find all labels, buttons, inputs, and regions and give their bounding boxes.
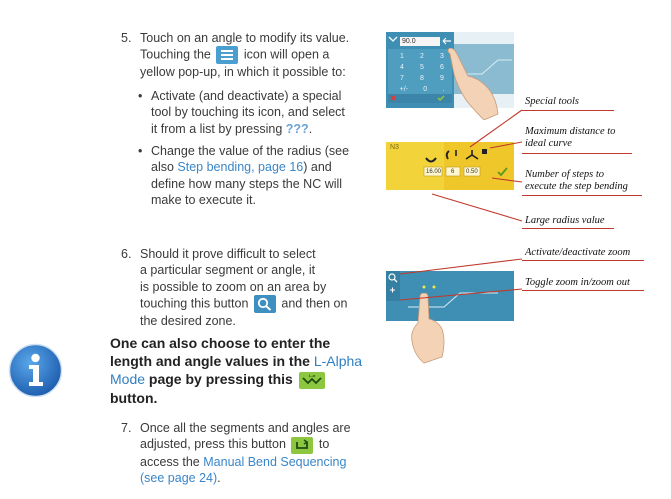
popup-label: N3 xyxy=(390,144,399,151)
popup-distance-value[interactable]: 0.50 xyxy=(466,169,478,175)
key-2[interactable]: 2 xyxy=(420,53,424,60)
text-line: it from a list by pressing ???. xyxy=(151,121,313,136)
unknown-button-reference: ??? xyxy=(285,121,309,136)
callout-activate-zoom: Activate/deactivate zoom xyxy=(525,247,631,258)
key-9[interactable]: 9 xyxy=(440,75,444,82)
callout-max-distance: Maximum distance to ideal curve xyxy=(525,126,616,149)
text-line: length and angle values in the L-Alpha xyxy=(110,353,363,369)
link-l-alpha[interactable]: L-Alpha xyxy=(313,353,363,369)
text-line: define how many steps the NC will xyxy=(151,176,343,191)
callout-toggle-zoom: Toggle zoom in/zoom out xyxy=(525,277,630,288)
key-7[interactable]: 7 xyxy=(400,75,404,82)
text-line: a particular segment or angle, it xyxy=(140,263,316,278)
key-4[interactable]: 4 xyxy=(400,64,404,71)
callout-number-of-steps: Number of steps to execute the step bending xyxy=(525,169,628,192)
text-line: also Step bending, page 16) and xyxy=(151,160,332,175)
step-number: 7. xyxy=(121,421,132,435)
step-5 xyxy=(121,30,381,96)
keypad-keys xyxy=(392,51,452,95)
step-number: 5. xyxy=(121,31,132,45)
key-dot[interactable]: . xyxy=(442,86,445,93)
zoom-icon xyxy=(254,295,276,313)
text-line: Activate (and deactivate) a special xyxy=(151,89,342,103)
text-line: adjusted, press this button to xyxy=(140,436,351,453)
link-manual-bend-sequencing[interactable]: Manual Bend Sequencing xyxy=(203,454,347,469)
callout-special-tools: Special tools xyxy=(525,96,579,107)
step-7 xyxy=(121,420,381,488)
step-text xyxy=(140,30,349,81)
callout-underline xyxy=(522,110,614,111)
callout-underline xyxy=(522,290,644,291)
callout-underline xyxy=(522,195,642,196)
info-note xyxy=(110,334,380,408)
l-alpha-mode-icon xyxy=(299,372,325,389)
keypad-value: 90.0 xyxy=(402,38,416,45)
text-line: (see page 24). xyxy=(140,471,221,486)
text-line: Once all the segments and angles are xyxy=(140,421,351,435)
text-line: Should it prove difficult to select xyxy=(140,247,316,261)
bullet-change-radius: • Change the value of the radius (see also Step bending, page 16) and define how many steps the NC will make to execute it. xyxy=(138,144,350,208)
key-1[interactable]: 1 xyxy=(400,53,404,60)
key-8[interactable]: 8 xyxy=(420,75,424,82)
callout-underline xyxy=(522,260,644,261)
text-line: yellow pop-up, in which it possible to: xyxy=(140,65,346,80)
text-line: make to execute it. xyxy=(151,193,256,208)
text-line: One can also choose to enter the xyxy=(110,335,331,351)
text-line: the desired zone. xyxy=(140,314,236,329)
popup-radius-value[interactable]: 16.00 xyxy=(426,169,442,175)
text-line: Touching the icon will open a xyxy=(140,46,349,64)
text-line: tool by touching its icon, and select xyxy=(151,105,345,120)
text-line: Change the value of the radius (see xyxy=(151,144,350,158)
text-line: access the Manual Bend Sequencing xyxy=(140,454,347,469)
link-step-bending[interactable]: Step bending, page 16 xyxy=(177,160,304,175)
text-line: button. xyxy=(110,389,158,406)
link-mode[interactable]: Mode xyxy=(110,371,146,387)
callout-underline xyxy=(522,228,614,229)
key-0[interactable]: 0 xyxy=(423,86,428,93)
callout-underline xyxy=(522,153,632,154)
key-5[interactable]: 5 xyxy=(420,64,424,71)
popup-steps-value[interactable]: 6 xyxy=(451,169,455,175)
callout-large-radius: Large radius value xyxy=(525,215,605,226)
link-see-page-24[interactable]: (see page 24) xyxy=(140,471,218,486)
text-line: is possible to zoom on an area by xyxy=(140,279,327,294)
text-line: Mode page by pressing this L-α xyxy=(110,370,380,389)
svg-text:L-α: L-α xyxy=(308,372,315,378)
step-6 xyxy=(121,246,381,330)
list-icon xyxy=(216,46,238,64)
key-3[interactable]: 3 xyxy=(440,53,444,60)
info-icon xyxy=(8,343,63,398)
bullet-special-tool: • Activate (and deactivate) a special tool by touching its icon, and select it from a list by pressing ???. xyxy=(138,89,345,136)
text-line: touching this button and then on xyxy=(140,295,347,313)
key-sign[interactable]: +/- xyxy=(399,86,408,93)
text-line: Touch on an angle to modify its value. xyxy=(140,31,350,45)
callout-lines xyxy=(380,90,660,330)
key-6[interactable]: 6 xyxy=(440,64,444,71)
bend-sequence-icon xyxy=(291,437,313,454)
step-number: 6. xyxy=(121,247,132,261)
